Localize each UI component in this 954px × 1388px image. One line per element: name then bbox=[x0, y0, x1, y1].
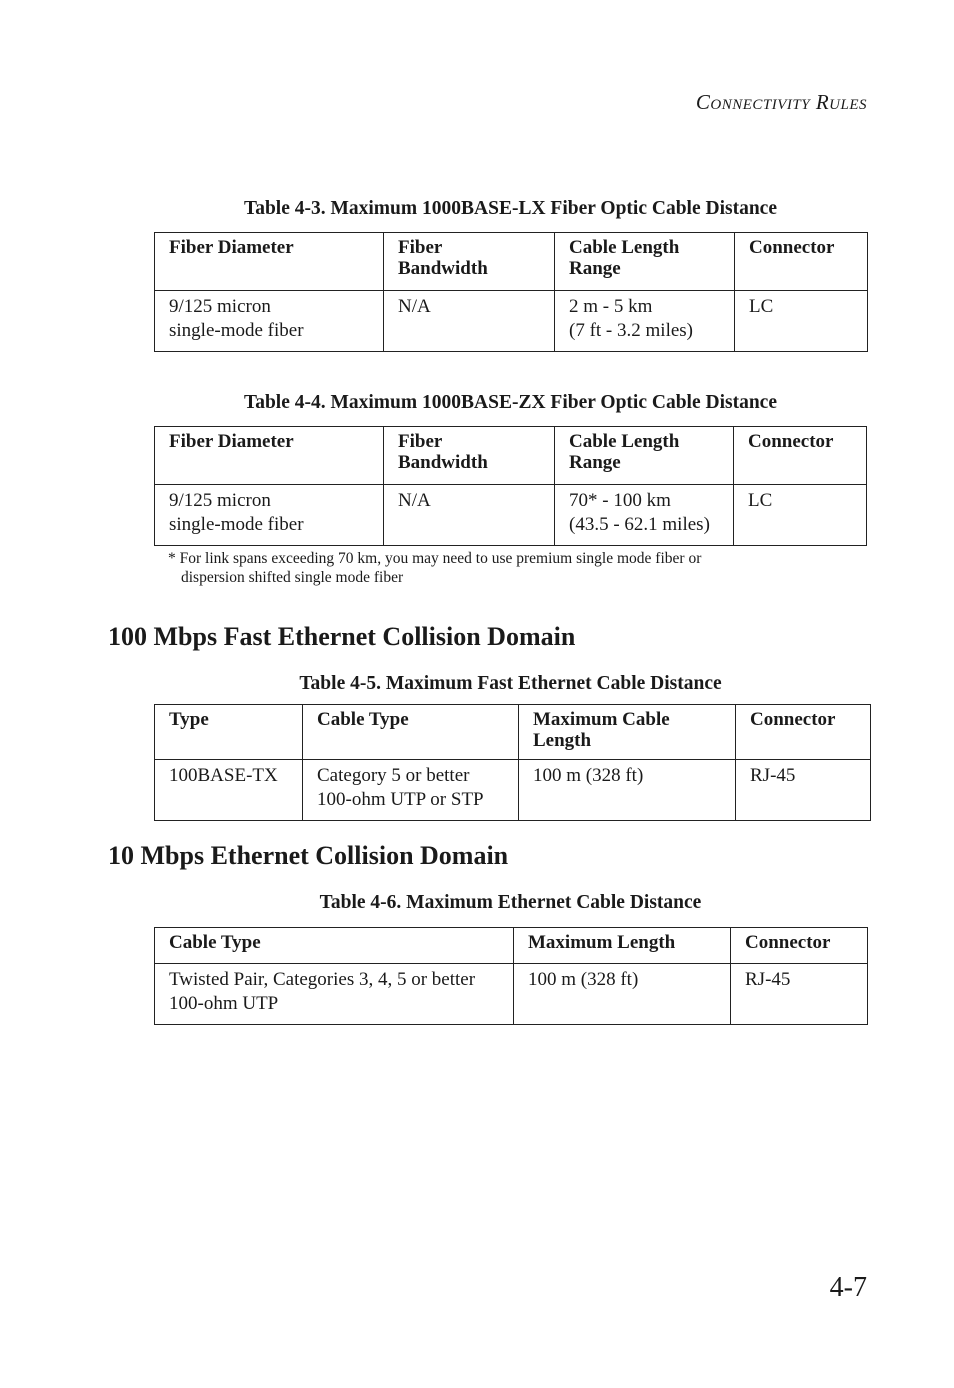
header-cell: Cable Length Range bbox=[555, 427, 734, 485]
header-cell: Fiber Bandwidth bbox=[384, 427, 555, 485]
header-cell: Fiber Diameter bbox=[155, 233, 384, 291]
table-4-3 bbox=[154, 232, 868, 352]
cell: 9/125 micron single-mode fiber bbox=[155, 485, 384, 546]
cell: LC bbox=[735, 291, 868, 352]
cell: RJ-45 bbox=[731, 964, 868, 1025]
header-cell: Connector bbox=[735, 233, 868, 291]
table-4-6 bbox=[154, 927, 868, 1025]
cell: N/A bbox=[384, 485, 555, 546]
table-row bbox=[155, 760, 871, 821]
table-row bbox=[155, 964, 868, 1025]
cell: LC bbox=[734, 485, 867, 546]
footnote-line: * For link spans exceeding 70 km, you may need to use premium single mode fiber or bbox=[168, 550, 702, 567]
table-4-5 bbox=[154, 704, 871, 821]
running-head-part: R bbox=[815, 90, 830, 114]
header-cell: Connector bbox=[731, 928, 868, 964]
section-heading-10mbps: 10 Mbps Ethernet Collision Domain bbox=[108, 841, 509, 870]
section-heading-100mbps: 100 Mbps Fast Ethernet Collision Domain bbox=[108, 622, 576, 651]
header-cell: Fiber Diameter bbox=[155, 427, 384, 485]
header-cell: Connector bbox=[736, 705, 871, 760]
table-4-6-caption: Table 4-6. Maximum Ethernet Cable Distance bbox=[319, 892, 702, 913]
table-4-4 bbox=[154, 426, 867, 546]
cell: N/A bbox=[384, 291, 555, 352]
header-cell: Cable Length Range bbox=[555, 233, 735, 291]
page-number: 4-7 bbox=[829, 1272, 867, 1303]
header-cell: Cable Type bbox=[155, 928, 514, 964]
cell: RJ-45 bbox=[736, 760, 871, 821]
cell: 2 m - 5 km (7 ft - 3.2 miles) bbox=[555, 291, 735, 352]
table-row bbox=[155, 291, 868, 352]
cell: 9/125 micron single-mode fiber bbox=[155, 291, 384, 352]
table-4-3-caption: Table 4-3. Maximum 1000BASE-LX Fiber Optic Cable Distance bbox=[243, 198, 777, 219]
running-head-part: ONNECTIVITY bbox=[710, 97, 811, 113]
header-cell: Type bbox=[155, 705, 303, 760]
table-row bbox=[155, 485, 867, 546]
running-head-part: C bbox=[695, 90, 711, 114]
header-cell: Maximum Cable Length bbox=[519, 705, 736, 760]
cell: 100 m (328 ft) bbox=[514, 964, 731, 1025]
cell: Category 5 or better 100-ohm UTP or STP bbox=[303, 760, 519, 821]
footnote-line: dispersion shifted single mode fiber bbox=[181, 569, 404, 586]
table-4-5-caption: Table 4-5. Maximum Fast Ethernet Cable Distance bbox=[299, 673, 722, 694]
header-cell: Fiber Bandwidth bbox=[384, 233, 555, 291]
header-cell: Maximum Length bbox=[514, 928, 731, 964]
cell: 70* - 100 km (43.5 - 62.1 miles) bbox=[555, 485, 734, 546]
cell: Twisted Pair, Categories 3, 4, 5 or better 100-ohm UTP bbox=[155, 964, 514, 1025]
cell: 100 m (328 ft) bbox=[519, 760, 736, 821]
table-4-4-caption: Table 4-4. Maximum 1000BASE-ZX Fiber Optic Cable Distance bbox=[243, 392, 777, 413]
running-head-part: ULES bbox=[829, 97, 867, 113]
cell: 100BASE-TX bbox=[155, 760, 303, 821]
header-cell: Cable Type bbox=[303, 705, 519, 760]
running-head bbox=[696, 90, 867, 115]
header-cell: Connector bbox=[734, 427, 867, 485]
table-4-4-footnote bbox=[168, 549, 858, 587]
